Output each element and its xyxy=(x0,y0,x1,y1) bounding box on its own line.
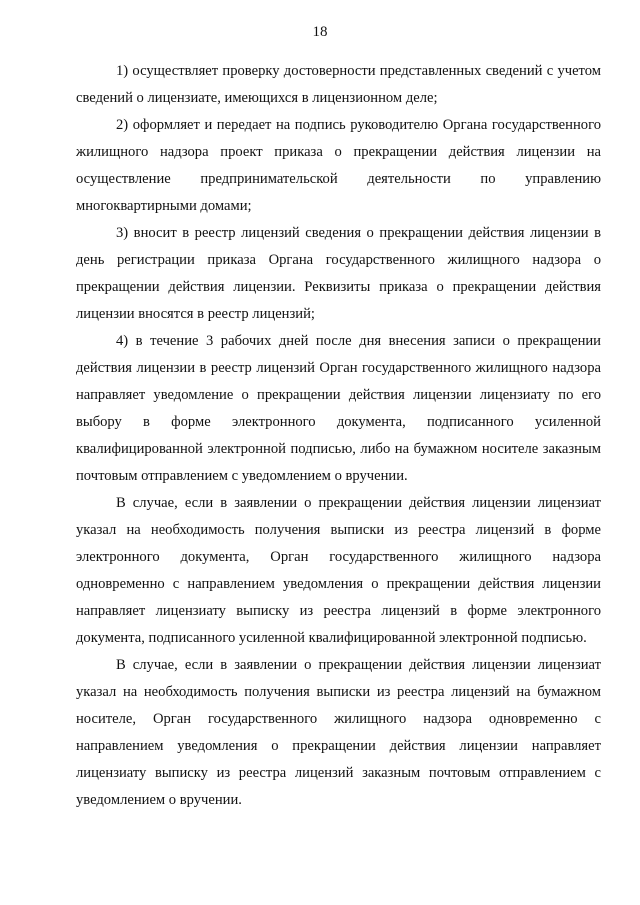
paragraph-electronic-extract: В случае, если в заявлении о прекращении действия лицензии лицензиат указал на необходимость получения выписки из реестра лицензий в форме электронного документа, Орган государственного жилищного надзора одновременно с направлением уведомления о прекращении действия лицензии направляет лицензиату выписку из реестра лицензий в форме электронного документа, подписанного усиленной квалифицированной электронной подписью. xyxy=(76,495,601,646)
document-body xyxy=(76,58,601,814)
page-number: 18 xyxy=(312,24,328,40)
paragraph-paper-extract: В случае, если в заявлении о прекращении действия лицензии лицензиат указал на необходимость получения выписки из реестра лицензий на бумажном носителе, Орган государственного жилищного надзора одновременно с направлением уведомления о прекращении действия лицензии направляет лицензиату выписку из реестра лицензий заказным почтовым отправлением с уведомлением о вручении. xyxy=(76,657,601,808)
paragraph-item-3: 3) вносит в реестр лицензий сведения о прекращении действия лицензии в день регистрации приказа Органа государственного жилищного надзора о прекращении действия лицензии. Реквизиты приказа о прекращении действия лицензии вносятся в реестр лицензий; xyxy=(76,225,601,322)
paragraph-item-4: 4) в течение 3 рабочих дней после дня внесения записи о прекращении действия лицензии в реестр лицензий Орган государственного жилищного надзора направляет уведомление о прекращении действия лицензии лицензиату по его выбору в форме электронного документа, подписанного усиленной квалифицированной электронной подписью, либо на бумажном носителе заказным почтовым отправлением с уведомлением о вручении. xyxy=(76,333,601,484)
paragraph-item-1: 1) осуществляет проверку достоверности представленных сведений с учетом сведений о лицензиате, имеющихся в лицензионном деле; xyxy=(76,63,601,106)
paragraph-item-2: 2) оформляет и передает на подпись руководителю Органа государственного жилищного надзора проект приказа о прекращении действия лицензии на осуществление предпринимательской деятельности по управлению многоквартирными домами; xyxy=(76,117,601,214)
